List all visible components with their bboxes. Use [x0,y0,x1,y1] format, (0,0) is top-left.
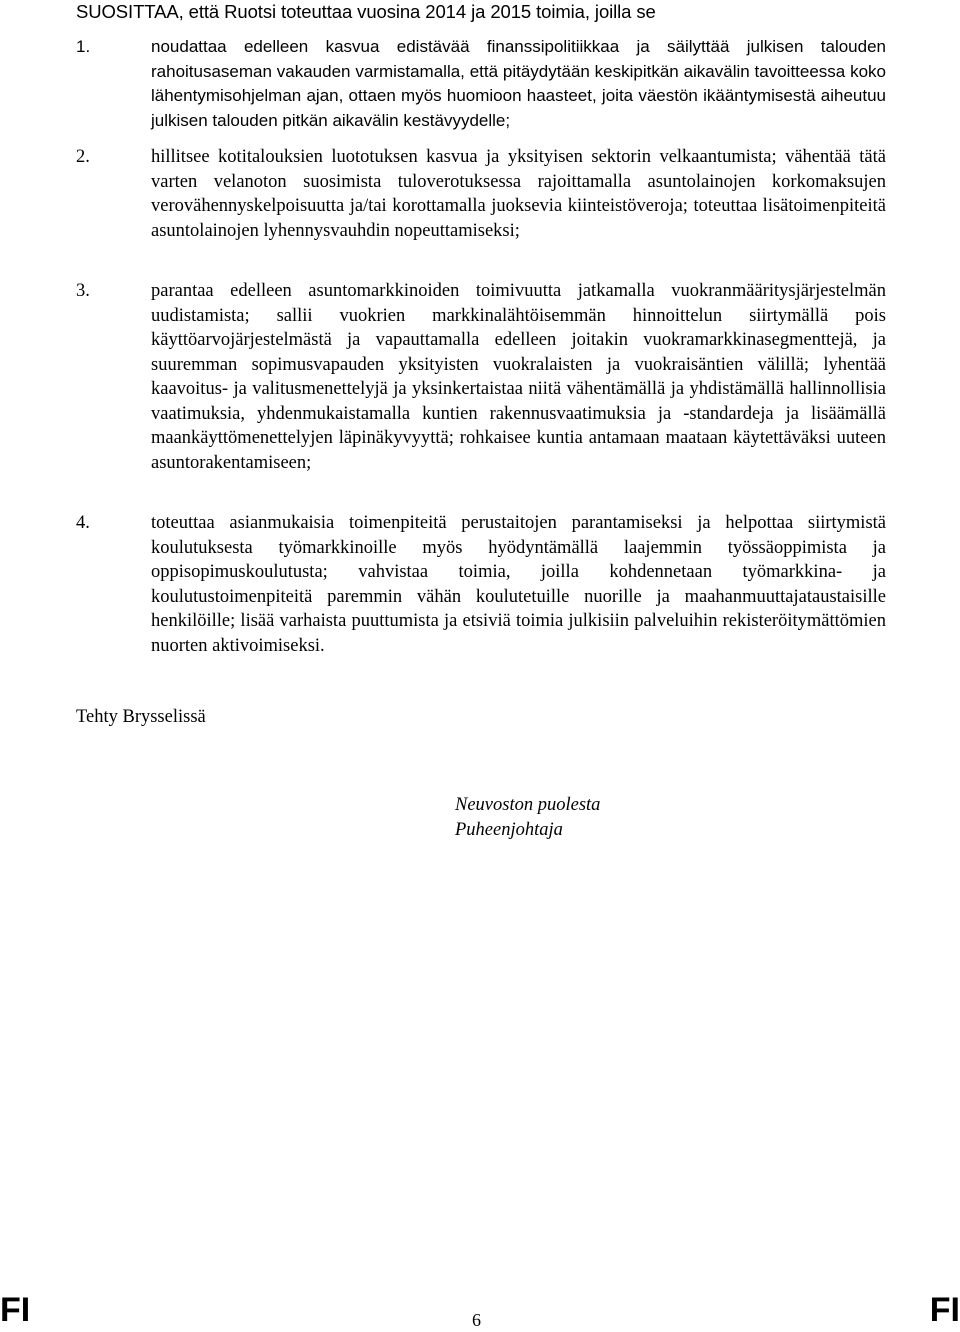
page-number: 6 [472,1310,481,1330]
list-item-text: toteuttaa asianmukaisia toimenpiteitä perustaitojen parantamiseksi ja helpottaa siirtymistä koulutuksesta työmarkkinoille myös hyödyntämällä laajemmin työssäoppimista ja oppisopimuskoulutusta; vahvistaa toimia, joilla kohdennetaan työmarkkina- ja koulutustoimenpiteitä paremmin vähän koulutetuille nuorille ja maahanmuuttajataustaisille henkilöille; lisää varhaista puuttumista ja etsiviä toimia julkisiin palveluihin rekisteröitymättömien nuorten aktivoimiseksi. [151,513,886,656]
intro-text: SUOSITTAA, että Ruotsi toteuttaa vuosina 2014 ja 2015 toimia, joilla se [76,1,656,22]
place-of-signing: Tehty Brysselissä [76,707,206,727]
list-item-number: 3. [76,281,90,301]
list-item-text: noudattaa edelleen kasvua edistävää finanssipolitiikkaa ja säilyttää julkisen talouden rahoitusaseman vakauden varmistamalla, että pitäydytään keskipitkän aikavälin tavoitteessa koko lähentymisohjelman ajan, ottaen myös huomioon haasteet, joita väestön ikääntymisestä aiheutuu julkisen talouden pitkän aikavälin kestävyydelle; [151,37,886,130]
list-item [76,279,886,475]
list-item [76,145,886,243]
signature-line-president: Puheenjohtaja [455,819,563,840]
list-item-number: 2. [76,147,90,167]
footer-language-right: FI [929,1291,960,1329]
list-item [76,511,886,658]
list-item-number: 1. [76,37,91,56]
list-item-text: parantaa edelleen asuntomarkkinoiden toimivuutta jatkamalla vuokranmääritysjärjestelmän uudistamista; sallii vuokrien markkinalähtöisemmän hinnoittelun siirtymällä pois käyttöarvojärjestelmästä ja vapauttamalla edelleen joitakin vuokramarkkinasegmenttejä, ja suuremman sopimusvapauden yksityisten vuokralaisten ja vuokraisäntien välillä; lyhentää kaavoitus- ja valitusmenettelyjä ja yksinkertaistaa niitä vähentämällä ja yhdistämällä hallinnollisia vaatimuksia, yhdenmukaistamalla kuntien rakennusvaatimuksia ja -standardeja ja lisäämällä maankäyttömenettelyjen läpinäkyvyyttä; rohkaisee kuntia antamaan maataan käytettäväksi uuteen asuntorakentamiseen; [151,281,886,473]
list-item-text: hillitsee kotitalouksien luototuksen kasvua ja yksityisen sektorin velkaantumista; vähentää tätä varten velanoton suosimista tuloverotuksessa rajoittamalla asuntolainojen korkomaksujen verovähennyskelpoisuutta ja/tai korottamalla juoksevia kiinteistöveroja; toteuttaa lisätoimenpiteitä asuntolainojen lyhennysvauhdin nopeuttamiseksi; [151,147,886,241]
footer-language-left: FI [0,1291,31,1329]
signature-line-council: Neuvoston puolesta [455,795,601,815]
signature-block [455,793,600,842]
list-item [76,35,886,133]
list-item-number: 4. [76,513,90,533]
